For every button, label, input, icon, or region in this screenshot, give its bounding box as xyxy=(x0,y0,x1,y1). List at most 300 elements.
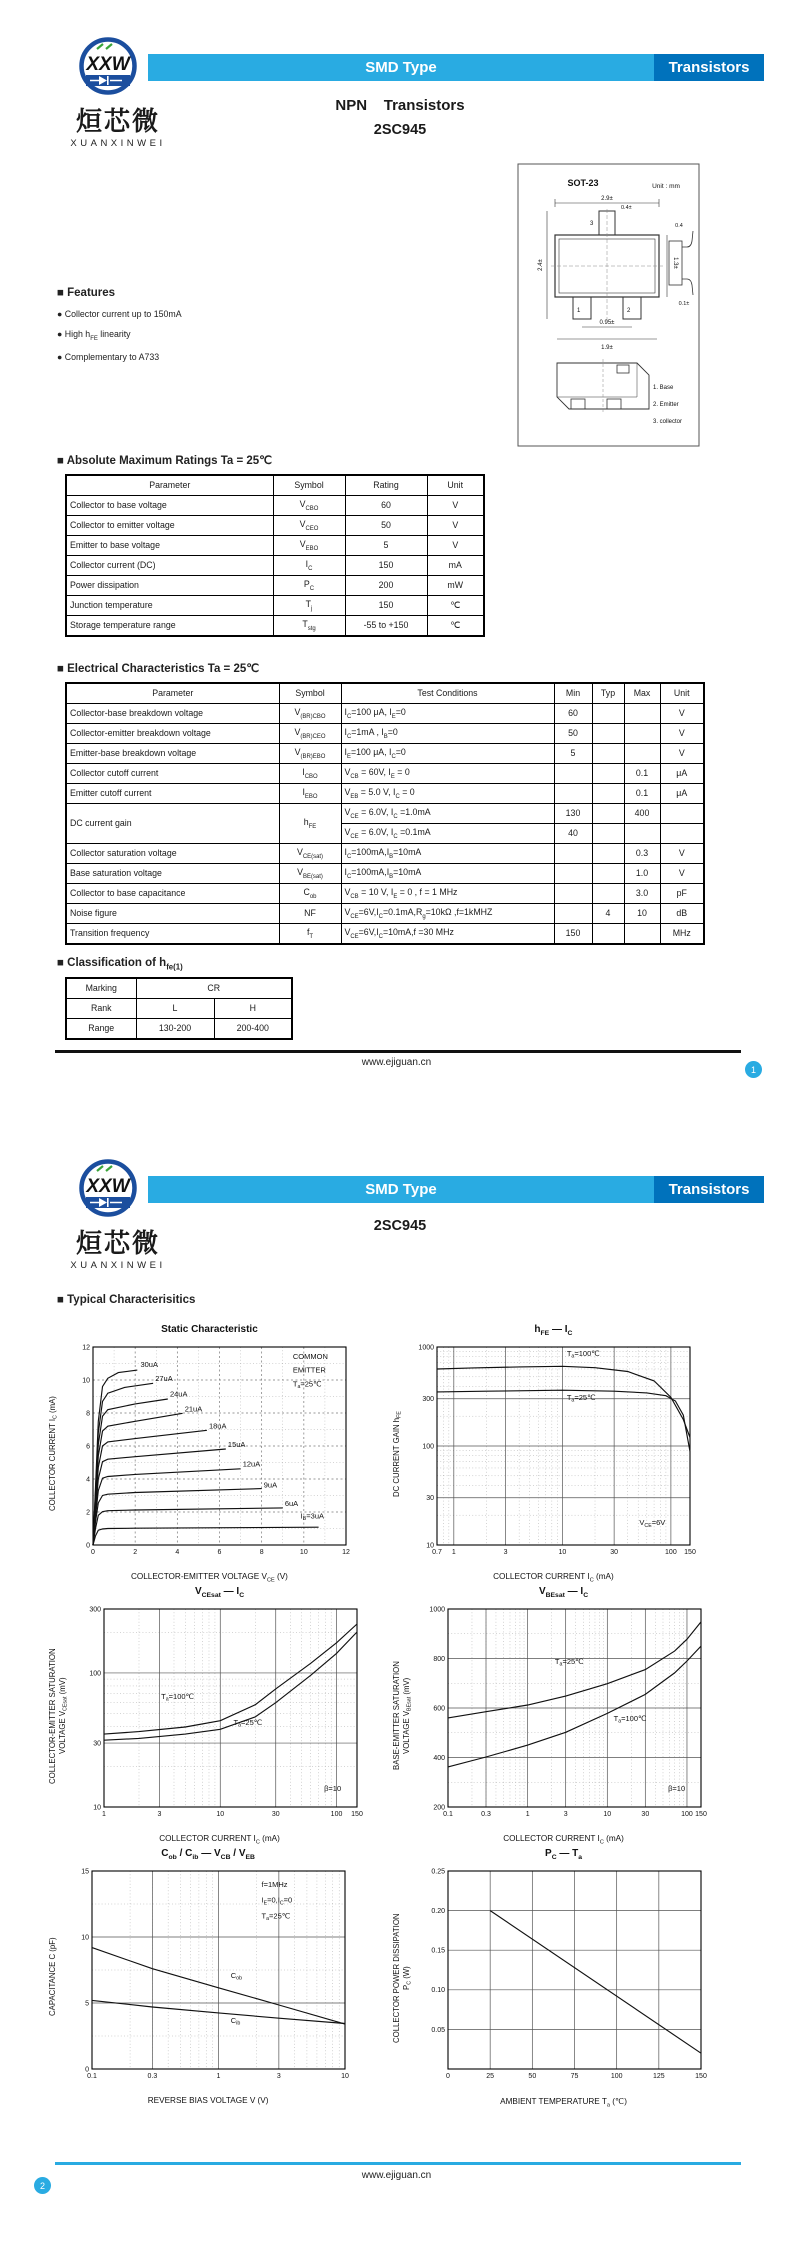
footer-rule xyxy=(55,1050,741,1053)
pin-label-collector: 3. collector xyxy=(653,419,683,425)
table-cell: $V_{CE} = 6.0V$, $I_C =1.0mA$ xyxy=(341,804,554,824)
features-section xyxy=(57,287,377,362)
x-tick-label: 0.3 xyxy=(480,1811,491,1818)
table-cell xyxy=(624,744,660,764)
feature-item: ● High $h_{FE}$ linearity xyxy=(57,329,131,342)
table-cell: $V_{CBO}$ xyxy=(273,496,345,516)
table-cell: $V_{CB} = 10$ V, $I_E = 0$ , f = 1 MHz xyxy=(341,884,554,904)
x-tick-label: 1 xyxy=(525,1811,530,1818)
typical-characteristics-heading: ■ Typical Characterisitics xyxy=(57,1294,196,1306)
table-cell: V xyxy=(427,516,484,536)
curve-label: $T_a=25℃$ xyxy=(554,1656,584,1668)
table-cell: Rank xyxy=(66,999,136,1019)
y-tick-label: 100 xyxy=(422,1443,435,1451)
brand-logo xyxy=(48,1156,188,1271)
table-row xyxy=(66,999,292,1019)
y-tick-label: 15 xyxy=(81,1868,90,1876)
dim-total-height: 2.4± xyxy=(538,259,544,271)
x-tick-label: 0.3 xyxy=(147,2073,158,2080)
curve-label: 9uA xyxy=(264,1480,278,1490)
table-cell: 40 xyxy=(554,824,592,844)
x-tick-label: 75 xyxy=(570,2073,578,2080)
doc-title: NPN Transistors xyxy=(335,97,465,114)
x-tick-label: 100 xyxy=(610,2073,623,2080)
table-cell: $V_{(BR)CBO}$ xyxy=(279,704,341,724)
chart-xlabel: COLLECTOR CURRENT $I_C$ (mA) xyxy=(503,1834,624,1846)
chart-ylabel: BASE-EMITTER SATURATION VOLTAGE $V_{BEsat}$ (mV) xyxy=(392,1661,413,1771)
chart-plot xyxy=(58,1863,358,2095)
y-tick-label: 600 xyxy=(432,1705,445,1713)
chart-annotation: $T_a=25℃$ xyxy=(261,1911,291,1923)
hfe-class-table xyxy=(65,977,293,1040)
table-cell: $f_T$ xyxy=(279,924,341,945)
part-number: 2SC945 xyxy=(373,1218,427,1234)
chart-annotation: f=1MHz xyxy=(261,1879,288,1889)
curve xyxy=(93,1449,226,1545)
table-cell: mW xyxy=(427,576,484,596)
table-cell: dB xyxy=(660,904,704,924)
curve xyxy=(93,1508,283,1545)
y-tick-label: 10 xyxy=(81,1934,90,1942)
x-tick-label: 1 xyxy=(101,1811,106,1818)
table-cell: 150 xyxy=(554,924,592,945)
curve-label: $T_a=100℃$ xyxy=(160,1691,194,1703)
curve xyxy=(93,1413,183,1545)
chart-xlabel: COLLECTOR CURRENT $I_C$ (mA) xyxy=(493,1572,614,1584)
chart-title: $h_{FE}$ — $I_C$ xyxy=(534,1324,573,1337)
table-cell: NF xyxy=(279,904,341,924)
table-cell xyxy=(554,784,592,804)
ec-table xyxy=(65,682,705,945)
table-header-cell: Rating xyxy=(345,475,427,496)
table-cell xyxy=(624,704,660,724)
table-cell: V xyxy=(660,864,704,884)
x-tick-label: 0 xyxy=(445,2073,450,2080)
table-header-cell: Symbol xyxy=(279,683,341,704)
banner-smd-type: SMD Type xyxy=(148,1176,654,1203)
table-cell: 0.1 xyxy=(624,784,660,804)
y-tick-label: 6 xyxy=(86,1443,91,1451)
x-tick-label: 1 xyxy=(452,1549,457,1556)
chart-title: $P_C$ — $T_a$ xyxy=(545,1848,583,1861)
y-tick-label: 300 xyxy=(422,1396,435,1404)
table-row xyxy=(66,704,704,724)
table-cell: $I_C=100$ μA, $I_E=0$ xyxy=(341,704,554,724)
table-cell: 200 xyxy=(345,576,427,596)
x-tick-label: 3 xyxy=(277,2073,281,2080)
curve xyxy=(490,1911,701,2054)
curve xyxy=(93,1527,319,1545)
table-cell xyxy=(554,864,592,884)
y-tick-label: 4 xyxy=(86,1476,91,1484)
table-cell: DC current gain xyxy=(66,804,279,844)
table-cell: Emitter-base breakdown voltage xyxy=(66,744,279,764)
table-cell: 5 xyxy=(554,744,592,764)
banner-smd-type: SMD Type xyxy=(148,54,654,81)
table-cell: MHz xyxy=(660,924,704,945)
x-tick-label: 150 xyxy=(694,1811,707,1818)
chart-plot xyxy=(70,1601,370,1833)
feature-item: ● Complementary to A733 xyxy=(57,351,160,362)
page-number-badge: 2 xyxy=(34,2177,51,2194)
table-row xyxy=(66,764,704,784)
table-cell: Marking xyxy=(66,978,136,999)
table-cell: $V_{CE} = 6.0V$, $I_C =0.1mA$ xyxy=(341,824,554,844)
table-row xyxy=(66,784,704,804)
x-tick-label: 25 xyxy=(485,2073,494,2080)
chart-power-vs-temperature xyxy=(392,1848,714,2109)
table-cell: Junction temperature xyxy=(66,596,273,616)
table-cell: $V_{CEO}$ xyxy=(273,516,345,536)
table-cell: 10 xyxy=(624,904,660,924)
table-row xyxy=(66,536,484,556)
footer-rule xyxy=(55,2162,741,2165)
table-cell: 130-200 xyxy=(136,1019,214,1040)
brand-name-en: XUANXINWEI xyxy=(70,138,166,149)
chart-ylabel: COLLECTOR POWER DISSIPATION $P_C$ (W) xyxy=(392,1913,413,2044)
x-tick-label: 30 xyxy=(640,1811,649,1818)
ec-heading: ■ Electrical Characteristics Ta = 25℃ xyxy=(57,663,260,675)
table-cell xyxy=(592,784,624,804)
table-cell xyxy=(554,884,592,904)
table-row xyxy=(66,744,704,764)
table-header-cell: Symbol xyxy=(273,475,345,496)
table-header-cell: Unit xyxy=(660,683,704,704)
curve-label: $C_{ob}$ xyxy=(230,1970,243,1982)
table-cell: $V_{BE(sat)}$ xyxy=(279,864,341,884)
table-cell xyxy=(624,924,660,945)
y-tick-label: 2 xyxy=(86,1509,91,1517)
chart-xlabel: COLLECTOR-EMITTER VOLTAGE $V_{CE}$ (V) xyxy=(130,1572,288,1584)
table-cell: Noise figure xyxy=(66,904,279,924)
chart-annotation: COMMON xyxy=(293,1351,329,1361)
x-tick-label: 0.7 xyxy=(432,1549,443,1556)
curve-label: $T_a=25℃$ xyxy=(233,1717,262,1729)
table-cell: $V_{EBO}$ xyxy=(273,536,345,556)
table-cell: 0.1 xyxy=(624,764,660,784)
table-row xyxy=(66,844,704,864)
table-cell: 150 xyxy=(345,596,427,616)
x-tick-label: 8 xyxy=(260,1549,265,1556)
table-cell: $I_C=100mA,I_B=10mA$ xyxy=(341,864,554,884)
table-cell: $V_{(BR)EBO}$ xyxy=(279,744,341,764)
curve-label: 21uA xyxy=(185,1404,203,1414)
table-cell: 60 xyxy=(554,704,592,724)
table-cell xyxy=(592,744,624,764)
table-cell: ℃ xyxy=(427,616,484,637)
table-cell: Collector-base breakdown voltage xyxy=(66,704,279,724)
table-cell: $V_{(BR)CEO}$ xyxy=(279,724,341,744)
chart-ylabel: CAPACITANCE C (pF) xyxy=(48,1937,57,2016)
table-cell xyxy=(592,724,624,744)
logo-letters: XXW xyxy=(86,54,130,75)
package-drawing xyxy=(517,163,700,447)
y-tick-label: 30 xyxy=(92,1740,101,1748)
chart-annotation: $I_E=0,I_C=0$ xyxy=(261,1895,293,1907)
x-tick-label: 0 xyxy=(91,1549,96,1556)
curve-label: $I_B=3uA$ xyxy=(301,1511,325,1523)
table-cell: Collector current (DC) xyxy=(66,556,273,576)
dim-body-height: 1.3± xyxy=(672,257,678,269)
table-row xyxy=(66,556,484,576)
table-cell: mA xyxy=(427,556,484,576)
curve-label: 30uA xyxy=(140,1359,159,1369)
pin-label-base: 1. Base xyxy=(653,385,674,391)
chart-ylabel: COLLECTOR-EMITTER SATURATION VOLTAGE $V_{CEsat}$ (mV) xyxy=(48,1648,69,1784)
pin-1: 1 xyxy=(577,308,581,314)
curve-label: 24uA xyxy=(170,1389,188,1399)
x-tick-label: 50 xyxy=(527,2073,536,2080)
table-cell: Storage temperature range xyxy=(66,616,273,637)
brand-name-en: XUANXINWEI xyxy=(70,1260,166,1271)
pin-label-emitter: 2. Emitter xyxy=(653,402,679,408)
table-cell: Collector to base voltage xyxy=(66,496,273,516)
features-heading: ■ Features xyxy=(57,287,116,299)
chart-annotation: EMITTER xyxy=(293,1365,327,1375)
x-tick-label: 3 xyxy=(563,1811,568,1818)
table-cell: $C_{ob}$ xyxy=(279,884,341,904)
footer-url: www.ejiguan.cn xyxy=(361,1057,432,1068)
curve-label: 6uA xyxy=(285,1499,299,1509)
curve-label: 15uA xyxy=(228,1439,246,1449)
table-cell: 400 xyxy=(624,804,660,824)
chart-vbesat-vs-ic xyxy=(392,1586,714,1846)
table-row xyxy=(66,516,484,536)
table-cell xyxy=(592,924,624,945)
dim-lead-width: 0.4± xyxy=(621,205,632,211)
table-cell: Collector cutoff current xyxy=(66,764,279,784)
table-cell: Collector to base capacitance xyxy=(66,884,279,904)
footer-url: www.ejiguan.cn xyxy=(361,2170,432,2181)
y-tick-label: 10 xyxy=(82,1377,91,1385)
table-cell: μA xyxy=(660,764,704,784)
table-row xyxy=(66,496,484,516)
chart-annotation: $T_a=25℃$ xyxy=(293,1379,322,1391)
table-row xyxy=(66,924,704,945)
table-row xyxy=(66,864,704,884)
y-tick-label: 100 xyxy=(88,1670,101,1678)
dim-side-top: 0.4 xyxy=(675,223,683,229)
table-cell: 50 xyxy=(345,516,427,536)
table-header-cell: Typ xyxy=(592,683,624,704)
brand-name-cn: 烜芯微 xyxy=(75,1228,160,1258)
table-row xyxy=(66,596,484,616)
chart-plot xyxy=(414,1601,714,1833)
chart-ylabel: DC CURRENT GAIN $h_{FE}$ xyxy=(392,1410,403,1497)
table-cell: 5 xyxy=(345,536,427,556)
x-tick-label: 10 xyxy=(215,1811,224,1818)
x-tick-label: 3 xyxy=(157,1811,161,1818)
table-cell: Range xyxy=(66,1019,136,1040)
curve-label: 12uA xyxy=(243,1459,261,1469)
table-header-cell: Unit xyxy=(427,475,484,496)
curve-label: $C_{ib}$ xyxy=(230,2015,241,2027)
table-cell: L xyxy=(136,999,214,1019)
page-number-badge: 1 xyxy=(745,1061,762,1078)
y-tick-label: 800 xyxy=(432,1655,445,1663)
table-cell: 3.0 xyxy=(624,884,660,904)
table-cell: V xyxy=(427,536,484,556)
logo-letters: XXW xyxy=(86,1176,130,1197)
dim-side-bottom: 0.1± xyxy=(678,301,690,307)
table-header-cell: Parameter xyxy=(66,683,279,704)
y-tick-label: 400 xyxy=(432,1754,445,1762)
y-tick-label: 12 xyxy=(82,1344,91,1352)
x-tick-label: 150 xyxy=(350,1811,363,1818)
table-cell xyxy=(592,704,624,724)
chart-ylabel: COLLECTOR CURRENT $I_C$ (mA) xyxy=(48,1396,59,1512)
table-cell: Power dissipation xyxy=(66,576,273,596)
table-row xyxy=(66,978,292,999)
hfe-class-heading: ■ Classification of $h_{fe(1)}$ xyxy=(57,957,183,972)
x-tick-label: 30 xyxy=(610,1549,619,1556)
chart-xlabel: REVERSE BIAS VOLTAGE V (V) xyxy=(147,2096,269,2105)
table-cell: $V_{CE}=6V,I_C=0.1mA,R_g=10k\Omega$ ,f=1kMHZ xyxy=(341,904,554,924)
table-cell: Collector-emitter breakdown voltage xyxy=(66,724,279,744)
x-tick-label: 0.1 xyxy=(442,1811,453,1818)
x-tick-label: 30 xyxy=(271,1811,280,1818)
y-tick-label: 5 xyxy=(85,2000,90,2008)
table-cell: $I_{EBO}$ xyxy=(279,784,341,804)
chart-title: Static Characteristic xyxy=(161,1324,258,1335)
table-header-cell: Min xyxy=(554,683,592,704)
table-cell: $h_{FE}$ xyxy=(279,804,341,844)
dim-pitch1: 0.95± xyxy=(599,320,615,326)
x-tick-label: 10 xyxy=(602,1811,611,1818)
chart-annotation: β=10 xyxy=(667,1784,685,1794)
table-cell: 150 xyxy=(345,556,427,576)
banner-transistors: Transistors xyxy=(654,54,764,81)
curve-label: 27uA xyxy=(155,1373,174,1383)
part-number: 2SC945 xyxy=(373,122,427,138)
table-cell xyxy=(592,884,624,904)
chart-static-characteristic xyxy=(48,1324,359,1584)
curve-label: $T_a=100℃$ xyxy=(613,1713,647,1725)
table-cell: 200-400 xyxy=(214,1019,292,1040)
table-cell xyxy=(592,804,624,824)
chart-xlabel: AMBIENT TEMPERATURE $T_a$ (℃) xyxy=(500,2097,627,2109)
chart-xlabel: COLLECTOR CURRENT $I_C$ (mA) xyxy=(159,1834,280,1846)
chart-title: $C_{ob} / C_{ib}$ — $V_{CB} / V_{EB}$ xyxy=(161,1848,255,1861)
table-cell: Collector to emitter voltage xyxy=(66,516,273,536)
table-header-cell: Parameter xyxy=(66,475,273,496)
table-header-cell: Test Conditions xyxy=(341,683,554,704)
x-tick-label: 150 xyxy=(684,1549,697,1556)
x-tick-label: 10 xyxy=(300,1549,309,1556)
table-cell xyxy=(554,764,592,784)
banner-transistors: Transistors xyxy=(654,1176,764,1203)
table-cell xyxy=(592,844,624,864)
dim-body-width: 2.9± xyxy=(601,196,613,202)
x-tick-label: 100 xyxy=(665,1549,678,1556)
table-cell: 1.0 xyxy=(624,864,660,884)
page-2 xyxy=(0,1122,793,2244)
curve-label: $T_a=25℃$ xyxy=(567,1392,596,1404)
y-tick-label: 0 xyxy=(86,1542,91,1550)
table-cell: Collector saturation voltage xyxy=(66,844,279,864)
table-cell: 50 xyxy=(554,724,592,744)
x-tick-label: 6 xyxy=(217,1549,222,1556)
table-cell: Emitter cutoff current xyxy=(66,784,279,804)
table-cell xyxy=(624,724,660,744)
table-cell: $I_E=100$ μA, $I_C=0$ xyxy=(341,744,554,764)
curve xyxy=(437,1390,690,1451)
table-cell xyxy=(554,904,592,924)
table-cell: V xyxy=(660,704,704,724)
y-tick-label: 10 xyxy=(426,1542,435,1550)
x-tick-label: 10 xyxy=(558,1549,567,1556)
y-tick-label: 200 xyxy=(432,1804,445,1812)
y-tick-label: 30 xyxy=(426,1495,435,1503)
y-tick-label: 0.20 xyxy=(430,1908,445,1915)
y-tick-label: 0 xyxy=(85,2066,90,2074)
x-tick-label: 100 xyxy=(330,1811,342,1818)
table-cell: $I_C=100mA,I_B=10mA$ xyxy=(341,844,554,864)
table-cell xyxy=(592,864,624,884)
x-tick-label: 12 xyxy=(342,1549,351,1556)
table-cell: V xyxy=(660,744,704,764)
chart-title: $V_{CEsat}$ — $I_C$ xyxy=(194,1586,245,1599)
table-cell: V xyxy=(660,844,704,864)
pin-2: 2 xyxy=(627,308,631,314)
y-tick-label: 0.25 xyxy=(430,1868,445,1876)
table-cell xyxy=(660,824,704,844)
table-cell: $I_C$ xyxy=(273,556,345,576)
chart-title: $V_{BEsat}$ — $I_C$ xyxy=(538,1586,589,1599)
y-tick-label: 8 xyxy=(86,1410,91,1418)
feature-item: ● Collector current up to 150mA xyxy=(57,309,182,319)
table-cell: $I_{CBO}$ xyxy=(279,764,341,784)
x-tick-label: 150 xyxy=(694,2073,707,2080)
table-header-row xyxy=(66,683,704,704)
table-cell: Base saturation voltage xyxy=(66,864,279,884)
y-tick-label: 300 xyxy=(88,1606,101,1614)
table-row xyxy=(66,724,704,744)
x-tick-label: 3 xyxy=(504,1549,508,1556)
x-tick-label: 100 xyxy=(680,1811,693,1818)
pin-3: 3 xyxy=(590,221,594,227)
table-cell: $V_{CB} = 60V$, $I_E = 0$ xyxy=(341,764,554,784)
x-tick-label: 1 xyxy=(216,2073,221,2080)
table-cell: μA xyxy=(660,784,704,804)
y-tick-label: 1000 xyxy=(428,1606,445,1614)
table-cell: V xyxy=(660,724,704,744)
table-cell: $T_{stg}$ xyxy=(273,616,345,637)
amr-table xyxy=(65,474,485,637)
table-cell: 4 xyxy=(592,904,624,924)
table-row xyxy=(66,616,484,637)
table-cell xyxy=(660,804,704,824)
table-cell: ℃ xyxy=(427,596,484,616)
table-cell xyxy=(592,824,624,844)
curve xyxy=(93,1469,241,1545)
table-cell: $V_{CE}=6V,I_C=10mA,f =30$ MHz xyxy=(341,924,554,945)
chart-plot xyxy=(59,1339,359,1571)
table-cell xyxy=(554,844,592,864)
table-cell: $P_C$ xyxy=(273,576,345,596)
table-row xyxy=(66,904,704,924)
chart-annotation: β=10 xyxy=(323,1784,341,1794)
x-tick-label: 4 xyxy=(175,1549,180,1556)
table-cell xyxy=(624,824,660,844)
package-name: SOT-23 xyxy=(567,178,599,188)
x-tick-label: 10 xyxy=(341,2073,350,2080)
y-tick-label: 0.10 xyxy=(430,1987,445,1995)
table-cell: pF xyxy=(660,884,704,904)
table-cell: Emitter to base voltage xyxy=(66,536,273,556)
chart-vcesat-vs-ic xyxy=(48,1586,370,1846)
x-tick-label: 125 xyxy=(652,2073,665,2080)
